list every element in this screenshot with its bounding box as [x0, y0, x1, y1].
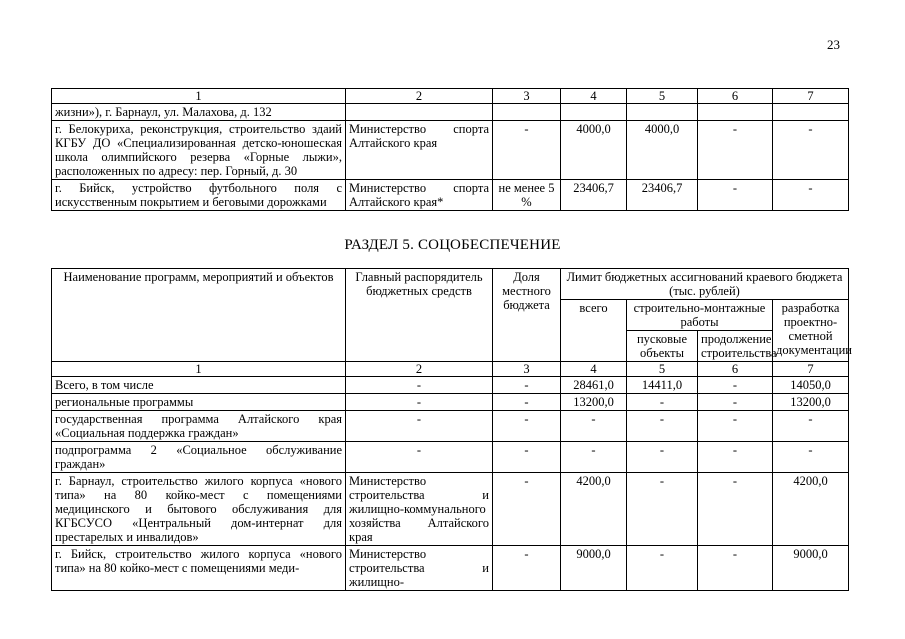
row-total: 4000,0: [561, 121, 627, 180]
column-number: 5: [627, 362, 698, 377]
column-number: 6: [698, 89, 773, 104]
row-design: 14050,0: [773, 377, 849, 394]
top-table: [51, 88, 849, 211]
row-share: -: [493, 377, 561, 394]
row-launch: -: [627, 394, 698, 411]
main-table: [51, 268, 852, 591]
row-distributor: Министерство спорта Алтайского края: [346, 121, 493, 180]
row-launch: -: [627, 473, 698, 546]
column-number: 4: [561, 89, 627, 104]
table-row: [52, 473, 849, 546]
row-name: государственная программа Алтайского края «Социальная поддержка граждан»: [52, 411, 346, 442]
row-distributor: -: [346, 442, 493, 473]
column-number: 5: [627, 89, 698, 104]
page-number: 23: [827, 37, 840, 52]
row-ongoing: -: [698, 473, 773, 546]
row-design: -: [773, 180, 849, 211]
row-design: -: [773, 442, 849, 473]
row-total: 4200,0: [561, 473, 627, 546]
row-name: региональные программы: [52, 394, 346, 411]
row-ongoing: -: [698, 442, 773, 473]
column-number: 1: [52, 362, 346, 377]
row-total: 9000,0: [561, 546, 627, 591]
row-launch: -: [627, 546, 698, 591]
row-share: не менее 5 %: [493, 180, 561, 211]
header-construction: строительно-монтажные работы: [627, 300, 773, 331]
row-launch: [627, 104, 698, 121]
row-total: 28461,0: [561, 377, 627, 394]
header-row: [52, 269, 849, 300]
column-number-row: [52, 362, 849, 377]
column-number: 2: [346, 362, 493, 377]
table-row: [52, 442, 849, 473]
header-ongoing: продолжение строительства: [698, 331, 773, 362]
table-row: [52, 104, 849, 121]
row-name: подпрограмма 2 «Социальное обслуживание граждан»: [52, 442, 346, 473]
row-name: жизни»), г. Барнаул, ул. Малахова, д. 132: [52, 104, 346, 121]
row-design: 13200,0: [773, 394, 849, 411]
header-limit: Лимит бюджетных ассигнований краевого бюджета (тыс. рублей): [561, 269, 849, 300]
row-distributor: Министерство строительства и жилищно-коммунального хозяйства Алтайского края: [346, 473, 493, 546]
table-row: [52, 394, 849, 411]
row-share: -: [493, 411, 561, 442]
row-design: -: [773, 411, 849, 442]
row-distributor: -: [346, 377, 493, 394]
row-ongoing: -: [698, 394, 773, 411]
table-row: [52, 180, 849, 211]
column-number: 4: [561, 362, 627, 377]
row-launch: 23406,7: [627, 180, 698, 211]
header-design: разработка проектно-сметной документации: [773, 300, 849, 362]
row-launch: 14411,0: [627, 377, 698, 394]
header-name: Наименование программ, мероприятий и объектов: [52, 269, 346, 362]
row-name: г. Белокуриха, реконструкция, строительство здаий КГБУ ДО «Специализированная детско-юношеская школа олимпийского резерва «Горные лыжи», расположенных по адресу: пер. Горный, д. 30: [52, 121, 346, 180]
row-ongoing: -: [698, 121, 773, 180]
column-number: 7: [773, 362, 849, 377]
row-design: 4200,0: [773, 473, 849, 546]
row-name: г. Бийск, строительство жилого корпуса «нового типа» на 80 койко-мест с помещениями меди-: [52, 546, 346, 591]
row-distributor: -: [346, 411, 493, 442]
header-launch: пусковые объекты: [627, 331, 698, 362]
row-name: г. Бийск, устройство футбольного поля с искусственным покрытием и беговыми дорожками: [52, 180, 346, 211]
row-name: Всего, в том числе: [52, 377, 346, 394]
column-number: 6: [698, 362, 773, 377]
row-share: [493, 104, 561, 121]
row-share: -: [493, 442, 561, 473]
row-distributor: Министерство строительства и жилищно-: [346, 546, 493, 591]
table-row: [52, 377, 849, 394]
column-number: 7: [773, 89, 849, 104]
row-distributor: [346, 104, 493, 121]
header-distributor: Главный распорядитель бюджетных средств: [346, 269, 493, 362]
row-name: г. Барнаул, строительство жилого корпуса «нового типа» на 80 койко-мест с помещениями медицинского и бытового обслуживания для КГБСУСО «Центральный дом-интернат для престарелых и инвалидов»: [52, 473, 346, 546]
row-total: 13200,0: [561, 394, 627, 411]
row-launch: -: [627, 411, 698, 442]
row-distributor: -: [346, 394, 493, 411]
row-ongoing: -: [698, 180, 773, 211]
header-total: всего: [561, 300, 627, 362]
row-total: 23406,7: [561, 180, 627, 211]
row-ongoing: [698, 104, 773, 121]
column-number: 3: [493, 362, 561, 377]
row-ongoing: -: [698, 546, 773, 591]
row-share: -: [493, 546, 561, 591]
column-number: 3: [493, 89, 561, 104]
column-number-row: [52, 89, 849, 104]
row-total: [561, 104, 627, 121]
column-number: 2: [346, 89, 493, 104]
row-ongoing: -: [698, 411, 773, 442]
row-total: -: [561, 442, 627, 473]
row-launch: 4000,0: [627, 121, 698, 180]
row-share: -: [493, 121, 561, 180]
header-share: Доля местного бюджета: [493, 269, 561, 362]
row-design: -: [773, 121, 849, 180]
row-launch: -: [627, 442, 698, 473]
row-design: 9000,0: [773, 546, 849, 591]
row-total: -: [561, 411, 627, 442]
table-row: [52, 121, 849, 180]
table-row: [52, 411, 849, 442]
row-ongoing: -: [698, 377, 773, 394]
row-share: -: [493, 473, 561, 546]
row-distributor: Министерство спорта Алтайского края*: [346, 180, 493, 211]
row-share: -: [493, 394, 561, 411]
section-title: РАЗДЕЛ 5. СОЦОБЕСПЕЧЕНИЕ: [344, 237, 561, 253]
column-number: 1: [52, 89, 346, 104]
table-row: [52, 546, 849, 591]
row-design: [773, 104, 849, 121]
